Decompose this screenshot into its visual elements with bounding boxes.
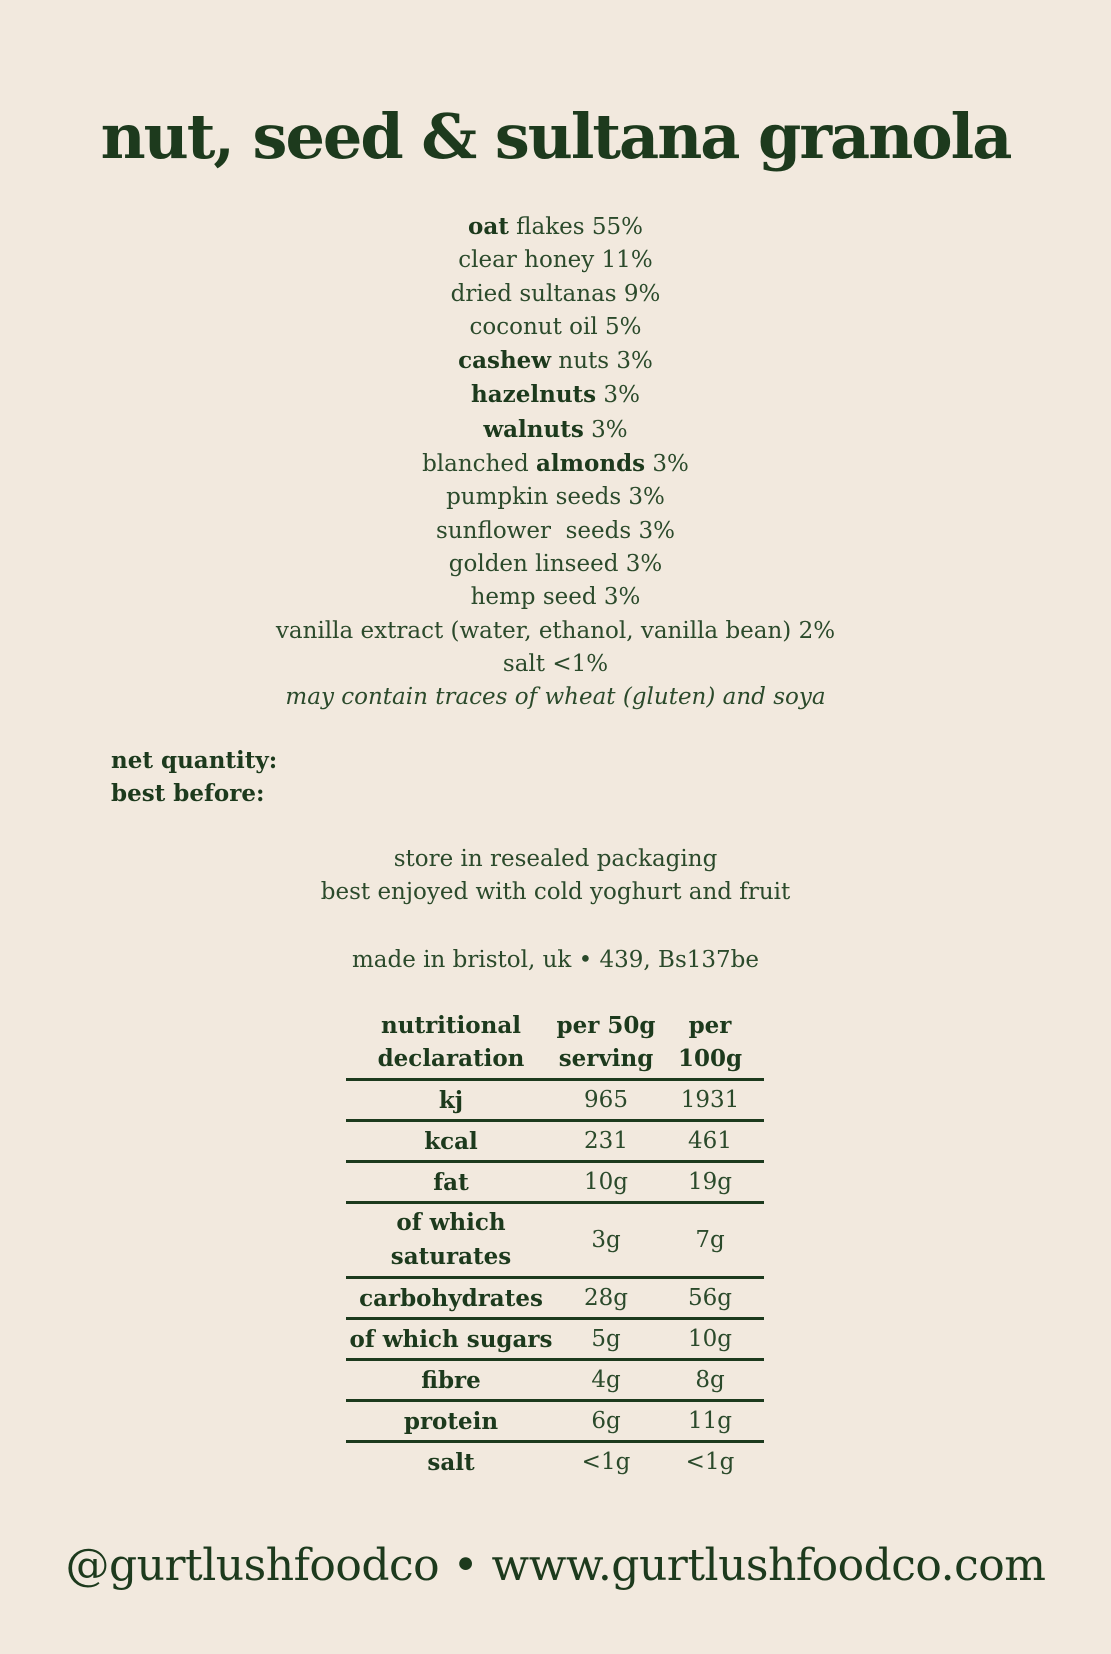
per-100g-value: 1931 bbox=[680, 1087, 740, 1113]
ingredient-line bbox=[0, 615, 1111, 648]
table-row bbox=[346, 1081, 764, 1122]
ingredient-text: hemp seed 3% bbox=[470, 584, 641, 611]
ingredient-text: dried sultanas 9% bbox=[450, 280, 661, 307]
ingredient-text: coconut oil 5% bbox=[469, 313, 642, 340]
ingredient-line bbox=[0, 344, 1111, 378]
product-meta bbox=[111, 744, 277, 810]
allergen-highlight: walnuts bbox=[483, 415, 584, 443]
nutrient-label: of which sugars bbox=[349, 1325, 553, 1353]
ingredient-line bbox=[0, 378, 1111, 412]
ingredient-line bbox=[0, 210, 1111, 244]
header-per-50g: per 50g serving bbox=[556, 1012, 656, 1072]
per-100g-value: 8g bbox=[695, 1367, 725, 1393]
table-row bbox=[346, 1443, 764, 1481]
table-row bbox=[346, 1402, 764, 1443]
per-50g-value: 3g bbox=[591, 1227, 621, 1253]
nutrition-rows bbox=[346, 1081, 764, 1481]
per-100g-value: 7g bbox=[695, 1227, 725, 1253]
ingredient-text: flakes 55% bbox=[508, 214, 644, 240]
best-before-label: best before: bbox=[111, 780, 265, 807]
net-quantity-label: net quantity: bbox=[111, 747, 278, 774]
per-100g-value: 10g bbox=[688, 1326, 732, 1352]
ingredient-text: may contain traces of wheat (gluten) and soya bbox=[285, 684, 826, 711]
allergen-highlight: oat bbox=[467, 213, 509, 240]
nutrient-label: of which saturates bbox=[390, 1209, 512, 1270]
ingredient-text: vanilla extract (water, ethanol, vanilla bean) 2% bbox=[275, 617, 836, 644]
ingredient-text: 3% bbox=[596, 382, 640, 409]
allergen-highlight: cashew bbox=[458, 347, 552, 375]
per-50g-value: 5g bbox=[591, 1326, 621, 1352]
ingredient-line bbox=[0, 278, 1111, 311]
ingredient-line bbox=[0, 648, 1111, 681]
storage-instructions bbox=[0, 843, 1111, 909]
per-50g-value: 4g bbox=[591, 1367, 621, 1393]
table-row bbox=[346, 1320, 764, 1361]
ingredient-line bbox=[0, 581, 1111, 614]
ingredient-text: nuts 3% bbox=[551, 348, 653, 375]
nutrient-label: fat bbox=[433, 1168, 469, 1196]
per-100g-value: 461 bbox=[688, 1128, 732, 1154]
ingredient-line bbox=[0, 447, 1111, 481]
nutrient-label: fibre bbox=[421, 1366, 481, 1394]
per-50g-value: 28g bbox=[584, 1285, 628, 1311]
header-nutritional-declaration: nutritional declaration bbox=[377, 1012, 525, 1072]
ingredient-line bbox=[0, 244, 1111, 277]
header-per-100g: per 100g bbox=[677, 1012, 743, 1072]
ingredient-text: salt <1% bbox=[502, 650, 609, 677]
page-title: nut, seed & sultana granola bbox=[100, 100, 1011, 173]
table-row bbox=[346, 1122, 764, 1163]
ingredient-text: sunflower seeds 3% bbox=[436, 517, 675, 544]
ingredient-text: clear honey 11% bbox=[458, 247, 653, 274]
per-50g-value: 965 bbox=[584, 1087, 628, 1113]
per-50g-value: <1g bbox=[581, 1449, 631, 1475]
ingredient-line bbox=[0, 548, 1111, 581]
ingredient-text: golden linseed 3% bbox=[448, 550, 663, 577]
table-row bbox=[346, 1361, 764, 1402]
per-100g-value: 56g bbox=[688, 1285, 732, 1311]
ingredients-list bbox=[0, 210, 1111, 714]
allergen-highlight: almonds bbox=[536, 450, 646, 478]
ingredient-text: 3% bbox=[583, 416, 628, 443]
nutrient-label: salt bbox=[427, 1448, 475, 1476]
ingredient-line bbox=[0, 311, 1111, 344]
serving-suggestion: best enjoyed with cold yoghurt and fruit bbox=[320, 879, 791, 905]
per-50g-value: 231 bbox=[584, 1128, 628, 1154]
nutrient-label: protein bbox=[403, 1407, 499, 1435]
per-100g-value: 19g bbox=[688, 1169, 732, 1195]
table-row bbox=[346, 1163, 764, 1204]
allergen-highlight: hazelnuts bbox=[471, 381, 597, 409]
nutrient-label: kcal bbox=[424, 1127, 478, 1155]
allergen-notice bbox=[0, 681, 1111, 714]
nutrient-label: carbohydrates bbox=[359, 1284, 543, 1312]
ingredient-text: 3% bbox=[645, 451, 689, 478]
table-row bbox=[346, 1279, 764, 1320]
per-50g-value: 10g bbox=[584, 1169, 628, 1195]
made-in-text: made in bristol, uk • 439, Bs137be bbox=[352, 947, 759, 973]
per-50g-value: 6g bbox=[591, 1408, 621, 1434]
ingredient-line bbox=[0, 481, 1111, 514]
ingredient-text: blanched bbox=[422, 451, 537, 478]
storage-line: store in resealed packaging bbox=[393, 846, 718, 872]
ingredient-line bbox=[0, 515, 1111, 548]
per-100g-value: <1g bbox=[685, 1449, 735, 1475]
per-100g-value: 11g bbox=[688, 1408, 732, 1434]
nutrition-table bbox=[346, 1006, 764, 1481]
nutrient-label: kj bbox=[438, 1086, 464, 1114]
footer-contact: @gurtlushfoodco • www.gurtlushfoodco.com bbox=[65, 1540, 1046, 1591]
table-row bbox=[346, 1204, 764, 1279]
ingredient-text: pumpkin seeds 3% bbox=[446, 484, 665, 511]
nutrition-table-header bbox=[346, 1006, 764, 1081]
ingredient-line bbox=[0, 413, 1111, 447]
